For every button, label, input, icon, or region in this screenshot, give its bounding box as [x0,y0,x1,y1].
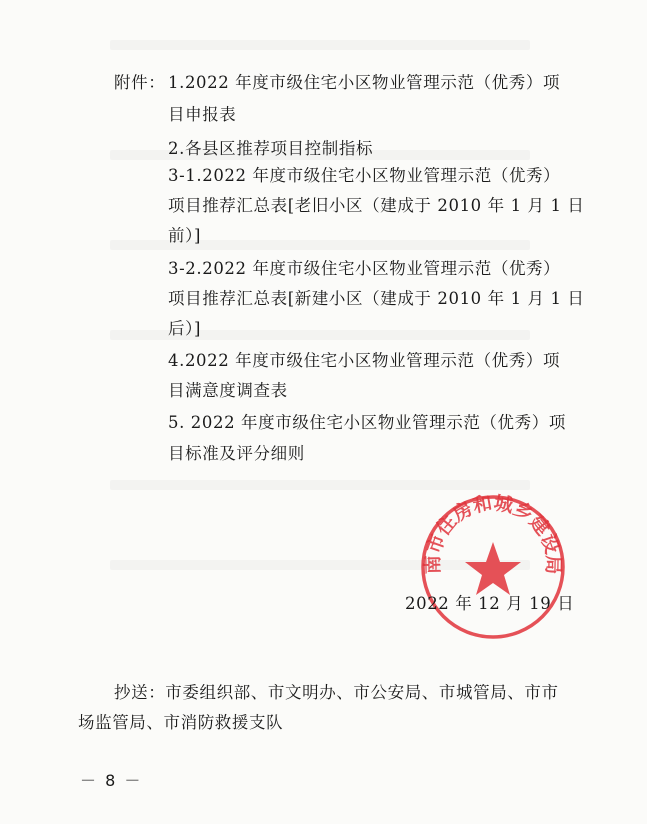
seal-text: 南市住房和城乡建设局 [421,492,565,575]
attachment-line: 目标准及评分细则 [168,444,305,463]
attachment-line: 项目推荐汇总表[老旧小区（建成于 2010 年 1 月 1 日 [168,196,585,215]
attachment-line: 前）] [168,226,201,245]
issue-date: 2022 年 12 月 19 日 [405,594,575,613]
cc-line: 场监管局、市消防救援支队 [78,713,284,732]
page-number: － 8 － [80,771,143,790]
attachment-line: 3-1.2022 年度市级住宅小区物业管理示范（优秀） [168,166,561,185]
official-seal [418,492,568,642]
star-icon [465,542,521,595]
attachments-label: 附件： [114,73,166,92]
attachment-line: 1.2022 年度市级住宅小区物业管理示范（优秀）项 [168,73,561,92]
attachment-line: 5. 2022 年度市级住宅小区物业管理示范（优秀）项 [168,413,566,432]
attachment-line: 3-2.2022 年度市级住宅小区物业管理示范（优秀） [168,259,561,278]
cc-line: 抄送：市委组织部、市文明办、市公安局、市城管局、市市 [114,683,559,702]
attachment-line: 目申报表 [168,105,237,124]
attachment-line: 4.2022 年度市级住宅小区物业管理示范（优秀）项 [168,351,561,370]
bleed-through [110,480,530,490]
attachment-line: 后）] [168,319,201,338]
attachment-line: 目满意度调查表 [168,381,288,400]
attachment-line: 2.各县区推荐项目控制指标 [168,139,374,158]
attachment-line: 项目推荐汇总表[新建小区（建成于 2010 年 1 月 1 日 [168,289,585,308]
bleed-through [110,40,530,50]
